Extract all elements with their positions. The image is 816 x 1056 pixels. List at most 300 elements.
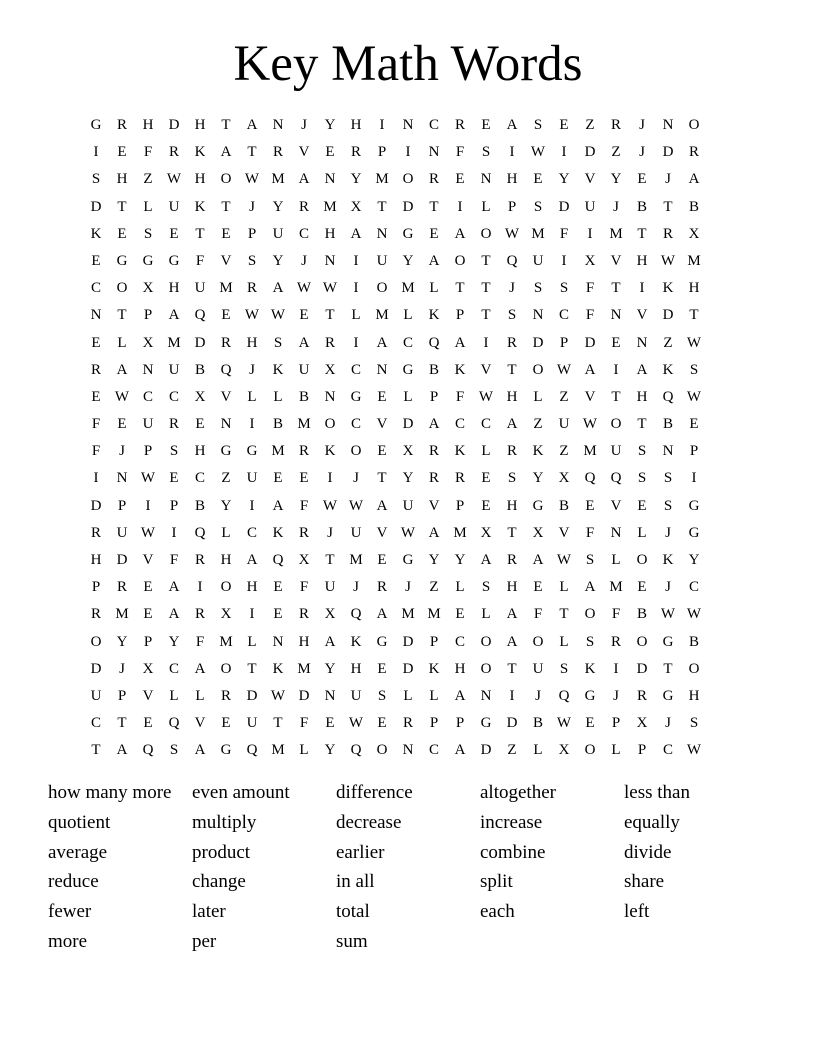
- grid-letter: T: [221, 198, 231, 215]
- grid-letter: C: [662, 742, 673, 759]
- grid-letter: F: [299, 715, 309, 732]
- grid-letter: D: [194, 334, 206, 351]
- grid-row: [83, 302, 733, 329]
- grid-letter: N: [428, 144, 440, 161]
- grid-letter: Z: [221, 470, 231, 487]
- grid-letter: E: [611, 334, 621, 351]
- grid-letter: J: [639, 144, 645, 161]
- grid-letter: O: [220, 660, 232, 677]
- grid-letter: F: [299, 497, 309, 514]
- grid-letter: E: [299, 307, 309, 324]
- grid-letter: E: [91, 252, 101, 269]
- grid-letter: J: [353, 579, 359, 596]
- grid-letter: E: [273, 579, 283, 596]
- grid-letter: E: [325, 144, 335, 161]
- grid-letter: E: [117, 225, 127, 242]
- grid-letter: U: [116, 524, 128, 541]
- grid-letter: A: [168, 579, 180, 596]
- grid-letter: Y: [532, 470, 544, 487]
- grid-letter: T: [117, 715, 127, 732]
- grid-letter: R: [454, 117, 465, 133]
- grid-letter: H: [454, 660, 466, 677]
- grid-letter: S: [689, 361, 699, 378]
- grid-letter: Y: [610, 171, 622, 188]
- grid-letter: E: [481, 470, 491, 487]
- grid-letter: K: [662, 280, 674, 297]
- grid-letter: U: [376, 252, 388, 269]
- grid-letter: G: [402, 361, 414, 378]
- grid-letter: K: [324, 443, 336, 460]
- grid-letter: T: [507, 524, 517, 541]
- grid-letter: A: [350, 225, 362, 242]
- grid-letter: X: [194, 388, 206, 405]
- grid-letter: A: [454, 742, 466, 759]
- grid-letter: W: [140, 470, 156, 487]
- grid-letter: X: [558, 470, 570, 487]
- grid-letter: D: [480, 742, 492, 759]
- grid-letter: K: [194, 144, 206, 161]
- grid-letter: I: [353, 252, 359, 269]
- grid-letter: N: [376, 361, 388, 378]
- grid-letter: E: [117, 144, 127, 161]
- word-list-item: per: [192, 930, 217, 952]
- grid-letter: V: [558, 524, 570, 541]
- grid-letter: F: [91, 443, 101, 460]
- grid-row: [83, 330, 733, 357]
- grid-letter: T: [559, 606, 569, 623]
- grid-letter: L: [429, 687, 439, 704]
- grid-letter: L: [117, 334, 127, 351]
- grid-letter: H: [246, 579, 258, 596]
- grid-letter: K: [428, 660, 440, 677]
- grid-letter: A: [428, 252, 440, 269]
- grid-letter: G: [376, 633, 388, 650]
- grid-letter: A: [272, 280, 284, 297]
- grid-letter: M: [323, 198, 337, 215]
- grid-letter: N: [142, 361, 154, 378]
- grid-letter: S: [663, 497, 673, 514]
- grid-letter: W: [686, 606, 702, 623]
- grid-letter: N: [324, 687, 336, 704]
- grid-letter: P: [143, 307, 153, 324]
- grid-letter: A: [506, 633, 518, 650]
- grid-letter: G: [662, 687, 674, 704]
- grid-letter: L: [351, 307, 361, 324]
- grid-letter: R: [168, 144, 179, 161]
- grid-letter: L: [299, 742, 309, 759]
- grid-letter: G: [90, 117, 102, 133]
- grid-letter: V: [220, 388, 232, 405]
- grid-letter: B: [532, 715, 543, 732]
- grid-letter: E: [637, 497, 647, 514]
- grid-row: [83, 357, 733, 384]
- grid-letter: H: [350, 660, 362, 677]
- grid-letter: O: [636, 633, 648, 650]
- grid-letter: G: [402, 552, 414, 568]
- grid-letter: R: [402, 715, 413, 732]
- grid-letter: E: [585, 715, 595, 732]
- grid-letter: H: [194, 117, 206, 133]
- grid-letter: M: [609, 225, 623, 242]
- grid-letter: Q: [584, 470, 596, 487]
- grid-letter: X: [688, 225, 700, 242]
- grid-letter: M: [531, 225, 545, 242]
- grid-letter: O: [90, 633, 102, 650]
- grid-letter: V: [610, 252, 622, 269]
- grid-letter: H: [506, 388, 518, 405]
- grid-letter: G: [220, 742, 232, 759]
- grid-letter: G: [662, 633, 674, 650]
- grid-letter: N: [662, 443, 674, 460]
- grid-letter: H: [194, 443, 206, 460]
- grid-letter: W: [400, 524, 416, 541]
- grid-letter: A: [376, 497, 388, 514]
- grid-letter: J: [535, 687, 541, 704]
- grid-letter: T: [481, 307, 491, 324]
- grid-row: [83, 520, 733, 547]
- grid-letter: U: [272, 225, 284, 242]
- word-list: [48, 778, 768, 957]
- grid-letter: D: [116, 552, 128, 568]
- grid-letter: N: [220, 416, 232, 433]
- grid-letter: F: [585, 307, 595, 324]
- grid-row: [83, 710, 733, 737]
- grid-letter: M: [271, 171, 285, 188]
- word-list-item: in all: [336, 871, 375, 893]
- grid-letter: E: [377, 388, 387, 405]
- grid-letter: P: [689, 443, 699, 460]
- grid-letter: R: [116, 579, 127, 596]
- grid-letter: K: [90, 225, 102, 242]
- grid-row: [83, 574, 733, 601]
- grid-letter: R: [298, 524, 309, 541]
- grid-letter: E: [533, 579, 543, 596]
- grid-letter: N: [662, 117, 674, 133]
- grid-letter: T: [377, 198, 387, 215]
- grid-letter: H: [636, 388, 648, 405]
- grid-letter: A: [584, 361, 596, 378]
- grid-letter: U: [142, 416, 154, 433]
- grid-letter: A: [298, 171, 310, 188]
- grid-letter: E: [273, 606, 283, 623]
- grid-letter: I: [249, 497, 255, 514]
- grid-letter: P: [247, 225, 257, 242]
- grid-letter: K: [272, 361, 284, 378]
- grid-row: [83, 465, 733, 492]
- grid-letter: O: [324, 416, 336, 433]
- grid-letter: T: [663, 198, 673, 215]
- grid-letter: Y: [324, 660, 336, 677]
- grid-letter: A: [454, 334, 466, 351]
- grid-letter: A: [376, 606, 388, 623]
- grid-letter: H: [220, 552, 232, 568]
- grid-letter: E: [533, 171, 543, 188]
- grid-letter: X: [480, 524, 492, 541]
- grid-letter: T: [481, 252, 491, 269]
- grid-letter: L: [481, 198, 491, 215]
- grid-letter: K: [662, 361, 674, 378]
- grid-letter: L: [481, 443, 491, 460]
- grid-letter: W: [348, 715, 364, 732]
- grid-letter: W: [244, 171, 260, 188]
- grid-letter: Y: [558, 171, 570, 188]
- grid-letter: D: [402, 416, 414, 433]
- grid-letter: C: [350, 416, 361, 433]
- grid-letter: J: [613, 687, 619, 704]
- grid-letter: U: [246, 470, 258, 487]
- grid-letter: Q: [350, 742, 362, 759]
- grid-letter: E: [169, 470, 179, 487]
- grid-letter: E: [637, 579, 647, 596]
- grid-letter: O: [532, 361, 544, 378]
- grid-letter: V: [480, 361, 492, 378]
- grid-letter: B: [662, 416, 673, 433]
- grid-letter: J: [327, 524, 333, 541]
- grid-letter: B: [636, 606, 647, 623]
- grid-letter: C: [90, 715, 101, 732]
- grid-letter: L: [611, 742, 621, 759]
- grid-letter: R: [610, 633, 621, 650]
- grid-letter: X: [402, 443, 414, 460]
- grid-letter: N: [532, 307, 544, 324]
- grid-letter: V: [428, 497, 440, 514]
- grid-letter: M: [297, 416, 311, 433]
- grid-letter: M: [427, 606, 441, 623]
- grid-letter: F: [455, 388, 465, 405]
- grid-letter: T: [611, 388, 621, 405]
- grid-letter: Y: [402, 470, 414, 487]
- grid-letter: D: [662, 144, 674, 161]
- grid-letter: S: [169, 443, 179, 460]
- grid-letter: Y: [324, 742, 336, 759]
- grid-letter: O: [480, 225, 492, 242]
- grid-row: [83, 438, 733, 465]
- grid-letter: V: [376, 416, 388, 433]
- grid-letter: T: [455, 280, 465, 297]
- grid-letter: K: [272, 524, 284, 541]
- grid-letter: E: [481, 497, 491, 514]
- grid-letter: M: [375, 307, 389, 324]
- grid-letter: D: [246, 687, 258, 704]
- grid-letter: I: [353, 280, 359, 297]
- grid-letter: O: [116, 280, 128, 297]
- grid-letter: D: [662, 307, 674, 324]
- grid-letter: L: [273, 388, 283, 405]
- grid-letter: O: [376, 742, 388, 759]
- word-list-item: sum: [336, 930, 368, 952]
- grid-row: [83, 411, 733, 438]
- grid-letter: E: [195, 416, 205, 433]
- grid-letter: J: [119, 443, 125, 460]
- grid-letter: A: [376, 334, 388, 351]
- grid-letter: O: [480, 660, 492, 677]
- letter-grid: [83, 112, 733, 765]
- grid-letter: V: [142, 552, 154, 568]
- grid-letter: J: [665, 715, 671, 732]
- grid-letter: F: [299, 579, 309, 596]
- grid-letter: J: [249, 198, 255, 215]
- grid-row: [83, 629, 733, 656]
- grid-letter: H: [350, 117, 362, 133]
- grid-letter: U: [246, 715, 258, 732]
- grid-letter: A: [454, 225, 466, 242]
- grid-letter: P: [91, 579, 101, 596]
- grid-letter: R: [220, 687, 231, 704]
- grid-letter: T: [91, 742, 101, 759]
- grid-letter: E: [377, 552, 387, 568]
- grid-letter: R: [428, 443, 439, 460]
- grid-letter: O: [532, 633, 544, 650]
- grid-letter: C: [480, 416, 491, 433]
- grid-letter: K: [350, 633, 362, 650]
- grid-letter: D: [90, 497, 102, 514]
- grid-letter: K: [272, 660, 284, 677]
- grid-letter: W: [556, 552, 572, 568]
- grid-letter: S: [559, 280, 569, 297]
- grid-row: [83, 166, 733, 193]
- grid-letter: Y: [402, 252, 414, 269]
- grid-letter: D: [584, 144, 596, 161]
- grid-letter: J: [639, 117, 645, 133]
- grid-letter: I: [171, 524, 177, 541]
- grid-letter: W: [322, 280, 338, 297]
- grid-letter: J: [509, 280, 515, 297]
- grid-letter: V: [142, 687, 154, 704]
- grid-letter: X: [220, 606, 232, 623]
- grid-letter: R: [298, 443, 309, 460]
- grid-letter: Y: [428, 552, 440, 568]
- grid-letter: E: [169, 225, 179, 242]
- grid-letter: C: [402, 334, 413, 351]
- grid-letter: B: [558, 497, 569, 514]
- grid-letter: A: [298, 334, 310, 351]
- word-list-item: how many more: [48, 782, 172, 803]
- grid-letter: O: [454, 252, 466, 269]
- grid-letter: P: [117, 497, 127, 514]
- grid-letter: T: [117, 198, 127, 215]
- grid-letter: R: [90, 524, 101, 541]
- grid-letter: H: [298, 633, 310, 650]
- grid-letter: A: [324, 633, 336, 650]
- grid-letter: C: [454, 633, 465, 650]
- grid-letter: L: [637, 524, 647, 541]
- grid-letter: R: [220, 334, 231, 351]
- grid-letter: R: [506, 334, 517, 351]
- grid-letter: W: [140, 524, 156, 541]
- grid-letter: X: [636, 715, 648, 732]
- grid-row: [83, 601, 733, 628]
- grid-letter: T: [117, 307, 127, 324]
- grid-letter: R: [116, 117, 127, 133]
- grid-letter: R: [298, 198, 309, 215]
- grid-letter: P: [143, 633, 153, 650]
- grid-letter: V: [584, 388, 596, 405]
- grid-letter: Q: [506, 252, 518, 269]
- grid-letter: C: [688, 579, 699, 596]
- grid-letter: S: [689, 715, 699, 732]
- grid-letter: L: [221, 524, 231, 541]
- grid-letter: X: [142, 660, 154, 677]
- grid-letter: Q: [246, 742, 258, 759]
- grid-letter: O: [350, 443, 362, 460]
- grid-letter: P: [377, 144, 387, 161]
- grid-letter: U: [168, 361, 180, 378]
- word-list-item: multiply: [192, 811, 257, 833]
- grid-letter: F: [195, 633, 205, 650]
- word-list-item: combine: [480, 841, 546, 863]
- grid-letter: I: [379, 117, 385, 133]
- grid-letter: L: [247, 388, 257, 405]
- grid-letter: I: [691, 470, 697, 487]
- word-list-item: earlier: [336, 841, 385, 863]
- grid-letter: J: [613, 198, 619, 215]
- grid-letter: S: [247, 252, 257, 269]
- grid-letter: E: [481, 117, 491, 133]
- grid-letter: D: [558, 198, 570, 215]
- grid-letter: R: [610, 117, 621, 133]
- grid-letter: U: [350, 687, 362, 704]
- grid-letter: C: [428, 742, 439, 759]
- grid-letter: B: [688, 633, 699, 650]
- grid-letter: Q: [350, 606, 362, 623]
- grid-letter: C: [558, 307, 569, 324]
- grid-letter: A: [116, 742, 128, 759]
- grid-letter: U: [558, 416, 570, 433]
- grid-letter: B: [194, 361, 205, 378]
- grid-letter: S: [91, 171, 101, 188]
- grid-letter: N: [90, 307, 102, 324]
- grid-letter: O: [636, 552, 648, 568]
- grid-letter: P: [611, 715, 621, 732]
- word-list-item: change: [192, 871, 246, 893]
- grid-letter: W: [348, 497, 364, 514]
- grid-letter: A: [532, 552, 544, 568]
- grid-letter: G: [116, 252, 128, 269]
- grid-letter: M: [401, 280, 415, 297]
- grid-letter: O: [220, 579, 232, 596]
- grid-letter: A: [246, 117, 258, 133]
- grid-letter: E: [143, 579, 153, 596]
- grid-letter: H: [506, 497, 518, 514]
- grid-letter: P: [429, 388, 439, 405]
- grid-letter: Y: [454, 552, 466, 568]
- grid-letter: T: [507, 361, 517, 378]
- grid-letter: Z: [585, 117, 595, 133]
- grid-letter: G: [168, 252, 180, 269]
- grid-row: [83, 112, 733, 139]
- word-list-item: share: [624, 871, 665, 893]
- grid-letter: E: [117, 416, 127, 433]
- grid-letter: R: [350, 144, 361, 161]
- grid-letter: U: [90, 687, 102, 704]
- grid-letter: Y: [350, 171, 362, 188]
- grid-letter: H: [688, 280, 700, 297]
- grid-letter: K: [662, 552, 674, 568]
- grid-letter: L: [481, 606, 491, 623]
- grid-letter: L: [559, 633, 569, 650]
- grid-letter: W: [686, 388, 702, 405]
- grid-letter: C: [194, 470, 205, 487]
- word-list-item: later: [192, 901, 226, 923]
- grid-letter: S: [533, 117, 543, 133]
- grid-letter: S: [663, 470, 673, 487]
- grid-letter: D: [402, 633, 414, 650]
- word-list-item: even amount: [192, 782, 290, 803]
- grid-letter: B: [688, 198, 699, 215]
- grid-letter: S: [637, 470, 647, 487]
- grid-letter: F: [169, 552, 179, 568]
- grid-letter: I: [249, 416, 255, 433]
